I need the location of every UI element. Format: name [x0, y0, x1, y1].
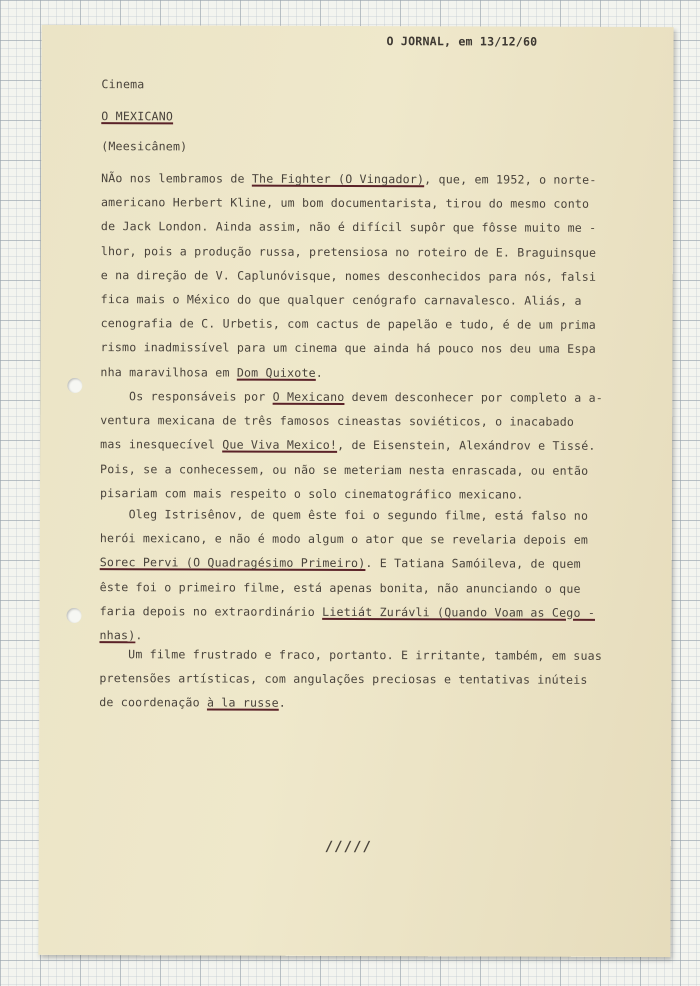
original-title: (Meesicânem) — [101, 139, 188, 154]
text-line — [100, 437, 595, 453]
text-line — [100, 340, 595, 356]
text-segment: de coordenação — [99, 695, 207, 710]
text-segment: lhor, pois a produção russa, pretensiosa no roteiro de E. Braguinsque — [100, 243, 597, 260]
text-segment: faria depois no extraordinário — [99, 603, 323, 619]
text-segment: NÃo nos lembramos de — [101, 171, 252, 186]
paragraph-3 — [99, 507, 660, 643]
underlined-title: Sorec Pervi (O Quadragésimo Primeiro) — [99, 555, 366, 571]
underlined-title: à la russe — [206, 695, 279, 711]
punch-hole — [67, 608, 82, 623]
text-line — [100, 413, 574, 429]
underlined-title: Dom Quixote — [236, 365, 316, 380]
text-segment: e na direção de V. Caplunóvisque, nomes desconhecidos para nós, falsi — [100, 267, 597, 284]
text-line — [101, 171, 596, 187]
text-line — [99, 695, 286, 710]
paragraph-1 — [100, 171, 661, 380]
review-title: O MEXICANO — [101, 109, 174, 124]
end-mark: ///// — [324, 838, 372, 856]
text-segment: ventura mexicana de três famosos cineastas soviéticos, o inacabado — [100, 413, 575, 429]
text-line — [101, 244, 596, 260]
text-line — [100, 507, 588, 523]
text-segment: Os responsáveis por — [100, 389, 273, 404]
text-line — [101, 268, 596, 284]
text-segment: . E Tatiana Samóileva, de quem — [365, 556, 581, 572]
text-segment: de Jack London. Ainda assim, não é difícil supôr que fôsse muito me - — [100, 219, 597, 236]
text-segment: . — [135, 628, 143, 643]
text-line — [100, 462, 588, 478]
text-segment: Um filme frustrado e fraco, portanto. E irritante, também, em suas — [99, 647, 603, 663]
text-segment: pisariam com mais respeito o solo cinematográfico mexicano. — [99, 485, 524, 502]
text-line — [99, 647, 602, 663]
text-line — [100, 531, 588, 547]
text-segment: , que, em 1952, o norte- — [424, 172, 597, 187]
paragraph-2 — [99, 389, 660, 502]
text-line — [99, 671, 587, 687]
text-segment: herói mexicano, e não é modo algum o ator que se revelaria depois em — [99, 531, 589, 547]
text-segment: . — [315, 365, 324, 380]
text-line — [101, 292, 582, 308]
section-label: Cinema — [101, 77, 145, 92]
underlined-title: O Mexicano — [272, 389, 345, 404]
text-segment: devem desconhecer por completo a a- — [344, 389, 603, 405]
text-segment: fica mais o México do que qualquer cenógrafo carnavalesco. Aliás, a — [100, 292, 582, 308]
dateline: O JORNAL, em 13/12/60 — [386, 34, 538, 49]
underlined-title: Lietiát Zurávli (Quando Voam as Cego - — [322, 604, 596, 620]
text-line — [101, 316, 596, 332]
text-line — [99, 628, 142, 642]
text-segment: pretensões artísticas, com angulações preciosas e tentativas inúteis — [99, 671, 588, 687]
text-segment: nha maravilhosa em — [100, 364, 237, 380]
text-line — [100, 486, 524, 501]
text-line — [100, 389, 603, 405]
text-line — [101, 219, 596, 235]
underlined-title: Que Viva Mexico! — [222, 437, 338, 453]
typewritten-page — [38, 25, 673, 957]
punch-hole — [67, 378, 82, 393]
text-segment: êste foi o primeiro filme, está apenas bonita, não anunciando o que — [99, 579, 581, 596]
text-segment: mas inesquecível — [100, 437, 223, 452]
text-line — [100, 365, 323, 380]
paragraph-4 — [99, 647, 659, 711]
text-segment: cenografia de C. Urbetis, com cactus de papelão e tudo, é de um prima — [100, 316, 597, 333]
text-segment: Oleg Istrisênov, de quem êste foi o segundo filme, está falso no — [99, 507, 589, 523]
text-segment: , de Eisenstein, Alexándrov e Tissé. — [337, 438, 596, 454]
text-segment: . — [278, 696, 286, 711]
text-segment: rismo inadmissível para um cinema que ainda há pouco nos deu uma Espa — [100, 340, 596, 357]
text-line — [100, 604, 595, 620]
underlined-title: The Fighter (O Vingador) — [251, 171, 425, 187]
text-segment: americano Herbert Kline, um bom documentarista, tirou do mesmo conto — [100, 195, 590, 211]
text-line — [100, 555, 581, 571]
text-line — [101, 195, 589, 211]
text-line — [100, 580, 581, 596]
underlined-title: nhas) — [99, 628, 136, 643]
text-segment: Pois, se a conhecessem, ou não se meteriam nesta enrascada, ou então — [100, 461, 589, 478]
